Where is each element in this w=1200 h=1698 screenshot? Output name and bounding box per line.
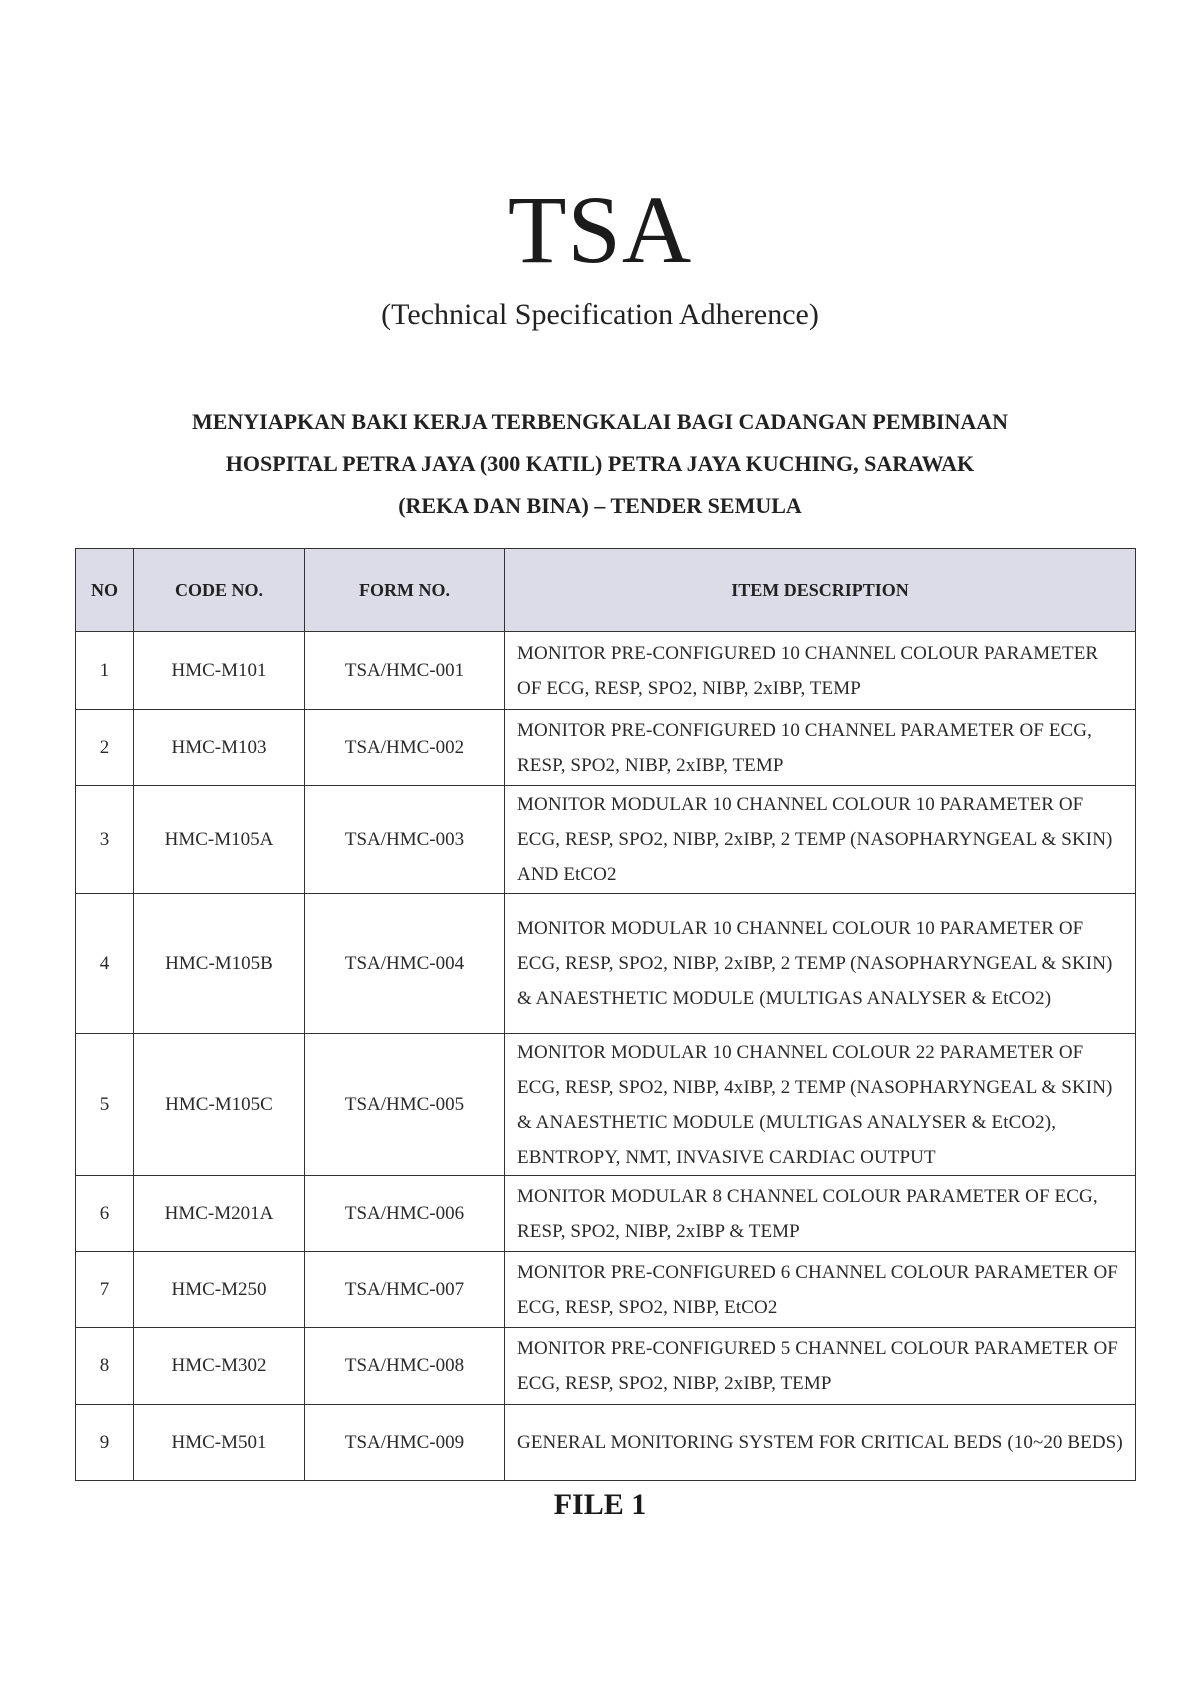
cell-description: GENERAL MONITORING SYSTEM FOR CRITICAL BEDS (10~20 BEDS) [505, 1405, 1136, 1481]
cell-no: 4 [76, 894, 134, 1034]
cell-form: TSA/HMC-005 [305, 1034, 505, 1176]
cell-form: TSA/HMC-003 [305, 786, 505, 894]
cell-no: 9 [76, 1405, 134, 1481]
header-form-no: FORM NO. [305, 549, 505, 632]
cell-code: HMC-M105C [134, 1034, 305, 1176]
table-row [76, 1176, 1136, 1252]
cell-code: HMC-M103 [134, 710, 305, 786]
heading-line-1: MENYIAPKAN BAKI KERJA TERBENGKALAI BAGI CADANGAN PEMBINAAN [191, 409, 1009, 434]
cell-description: MONITOR PRE-CONFIGURED 10 CHANNEL COLOUR PARAMETER OF ECG, RESP, SPO2, NIBP, 2xIBP, TEMP [505, 632, 1136, 710]
cell-code: HMC-M101 [134, 632, 305, 710]
cell-description: MONITOR PRE-CONFIGURED 10 CHANNEL PARAMETER OF ECG, RESP, SPO2, NIBP, 2xIBP, TEMP [505, 710, 1136, 786]
cell-form: TSA/HMC-004 [305, 894, 505, 1034]
heading-line-3: (REKA DAN BINA) – TENDER SEMULA [398, 493, 802, 518]
header-item-description: ITEM DESCRIPTION [505, 549, 1136, 632]
cell-description: MONITOR PRE-CONFIGURED 6 CHANNEL COLOUR PARAMETER OF ECG, RESP, SPO2, NIBP, EtCO2 [505, 1252, 1136, 1328]
cell-code: HMC-M250 [134, 1252, 305, 1328]
cell-no: 6 [76, 1176, 134, 1252]
cell-description: MONITOR PRE-CONFIGURED 5 CHANNEL COLOUR PARAMETER OF ECG, RESP, SPO2, NIBP, 2xIBP, TEMP [505, 1328, 1136, 1405]
cell-form: TSA/HMC-001 [305, 632, 505, 710]
cell-form: TSA/HMC-008 [305, 1328, 505, 1405]
header-no: NO [76, 549, 134, 632]
file-label: FILE 1 [553, 1488, 647, 1521]
item-table [75, 548, 1136, 1481]
cell-form: TSA/HMC-002 [305, 710, 505, 786]
table-header-row [76, 549, 1136, 632]
header-code-no: CODE NO. [134, 549, 305, 632]
cell-no: 1 [76, 632, 134, 710]
cell-description: MONITOR MODULAR 8 CHANNEL COLOUR PARAMETER OF ECG, RESP, SPO2, NIBP, 2xIBP & TEMP [505, 1176, 1136, 1252]
cell-form: TSA/HMC-007 [305, 1252, 505, 1328]
table-row [76, 894, 1136, 1034]
cell-description: MONITOR MODULAR 10 CHANNEL COLOUR 10 PARAMETER OF ECG, RESP, SPO2, NIBP, 2xIBP, 2 TEMP (NASOPHARYNGEAL & SKIN) AND EtCO2 [505, 786, 1136, 894]
cell-no: 8 [76, 1328, 134, 1405]
table-row [76, 1328, 1136, 1405]
project-heading [0, 401, 1200, 527]
heading-line-2: HOSPITAL PETRA JAYA (300 KATIL) PETRA JAYA KUCHING, SARAWAK [225, 451, 975, 476]
cell-code: HMC-M201A [134, 1176, 305, 1252]
cell-code: HMC-M501 [134, 1405, 305, 1481]
table-row [76, 710, 1136, 786]
cell-no: 7 [76, 1252, 134, 1328]
cell-description: MONITOR MODULAR 10 CHANNEL COLOUR 10 PARAMETER OF ECG, RESP, SPO2, NIBP, 2xIBP, 2 TEMP (NASOPHARYNGEAL & SKIN) & ANAESTHETIC MODULE (MULTIGAS ANALYSER & EtCO2) [505, 894, 1136, 1034]
cell-no: 2 [76, 710, 134, 786]
table-row [76, 786, 1136, 894]
table-row [76, 632, 1136, 710]
cell-form: TSA/HMC-006 [305, 1176, 505, 1252]
cell-description: MONITOR MODULAR 10 CHANNEL COLOUR 22 PARAMETER OF ECG, RESP, SPO2, NIBP, 4xIBP, 2 TEMP (NASOPHARYNGEAL & SKIN) & ANAESTHETIC MODULE (MULTIGAS ANALYSER & EtCO2), EBNTROPY, NMT, INVASIVE CARDIAC OUTPUT [505, 1034, 1136, 1176]
cell-form: TSA/HMC-009 [305, 1405, 505, 1481]
document-subtitle: (Technical Specification Adherence) [381, 298, 819, 331]
cell-no: 5 [76, 1034, 134, 1176]
table-row [76, 1034, 1136, 1176]
table-row [76, 1405, 1136, 1481]
cell-code: HMC-M302 [134, 1328, 305, 1405]
table-row [76, 1252, 1136, 1328]
document-title: TSA [507, 176, 693, 283]
cell-no: 3 [76, 786, 134, 894]
cell-code: HMC-M105A [134, 786, 305, 894]
cell-code: HMC-M105B [134, 894, 305, 1034]
